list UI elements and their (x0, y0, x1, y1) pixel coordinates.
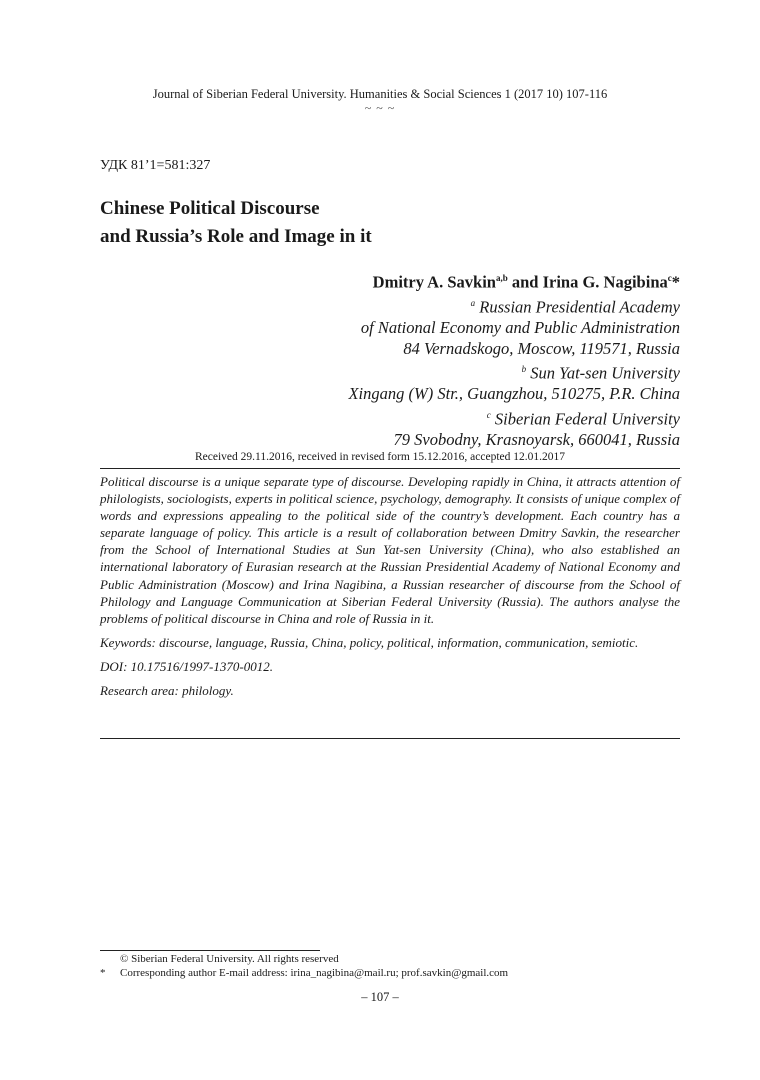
affiliation-a-line-2: of National Economy and Public Administration (360, 318, 680, 337)
research-area: Research area: philology. (100, 683, 234, 699)
author-1-affiliation-marks: a,b (495, 273, 508, 283)
title-line-2: and Russia’s Role and Image in it (100, 226, 372, 247)
affiliation-b-mark: b (521, 364, 527, 374)
affiliation-a-name: Russian Presidential Academy (479, 297, 680, 317)
abstract-block (100, 473, 680, 706)
author-2: Irina G. Nagibina (542, 272, 668, 292)
footnote-corresponding (100, 967, 508, 979)
author-1: Dmitry A. Savkin (372, 272, 496, 292)
affiliation-b-address: Xingang (W) Str., Guangzhou, 510275, P.R. China (348, 384, 680, 403)
copyright-text: © Siberian Federal University. All rights reserved (120, 953, 339, 965)
affiliation-c-address: 79 Svobodny, Krasnoyarsk, 660041, Russia (393, 429, 680, 449)
corresponding-star: * (671, 272, 680, 292)
footnote-star: * (100, 967, 106, 979)
page-number: – 107 – (361, 990, 399, 1004)
udk-code: УДК 81’1=581:327 (100, 158, 211, 173)
title-line-1: Chinese Political Discourse (100, 198, 320, 219)
affiliation-c-name: Siberian Federal University (494, 409, 680, 428)
corresponding-author-text: Corresponding author E-mail address: irina_nagibina@mail.ru; prof.savkin@gmail.com (120, 967, 509, 979)
author-names (348, 268, 680, 293)
affiliation-c-line-1 (348, 405, 680, 430)
article-title (100, 195, 372, 251)
author-conjunction: and (507, 272, 543, 292)
keywords: Keywords: discourse, language, Russia, China, policy, political, information, communication, semiotic. (100, 634, 639, 650)
journal-header: Journal of Siberian Federal University. Humanities & Social Sciences 1 (2017 10) 107-116 (152, 87, 608, 101)
author-block (348, 268, 680, 450)
header-ornament: ~ ~ ~ (364, 101, 396, 115)
footnote-copyright (100, 953, 339, 965)
affiliation-a-mark: a (470, 298, 476, 308)
received-dates: Received 29.11.2016, received in revised form 15.12.2016, accepted 12.01.2017 (194, 451, 566, 463)
affiliation-c-mark: c (486, 409, 491, 420)
doi: DOI: 10.17516/1997-1370-0012. (100, 658, 273, 674)
affiliation-a-line-1 (348, 293, 680, 318)
abstract-bottom-rule (100, 738, 680, 739)
affiliation-a-address: 84 Vernadskogo, Moscow, 119571, Russia (403, 338, 680, 358)
affiliation-b-line-1 (348, 359, 680, 384)
abstract-text: Political discourse is a unique separate type of discourse. Developing rapidly in China, it attracts attention of philologists, sociologists, experts in political science, psychology, demography. It consists of unique complex of words and expressions appealing to the political side of the country’s development. Each country has a separate language of policy. This article is a result of collaboration between Dmitry Savkin, the researcher from the School of International Studies at Sun Yat-sen University (China), who also established an international laboratory of Eurasian research at the Russian Presidential Academy of National Economy and Public Administration (Moscow) and Irina Nagibina, a Russian researcher of discourse from the School of Philology and Language Communication at Siberian Federal University (Russia). The authors analyse the problems of political discourse in China and role of Russia in it. (100, 474, 680, 626)
affiliation-b-name: Sun Yat-sen University (530, 363, 680, 383)
abstract-top-rule (100, 468, 680, 469)
footnote-rule (100, 950, 320, 951)
author-2-affiliation-mark: c (667, 273, 672, 283)
